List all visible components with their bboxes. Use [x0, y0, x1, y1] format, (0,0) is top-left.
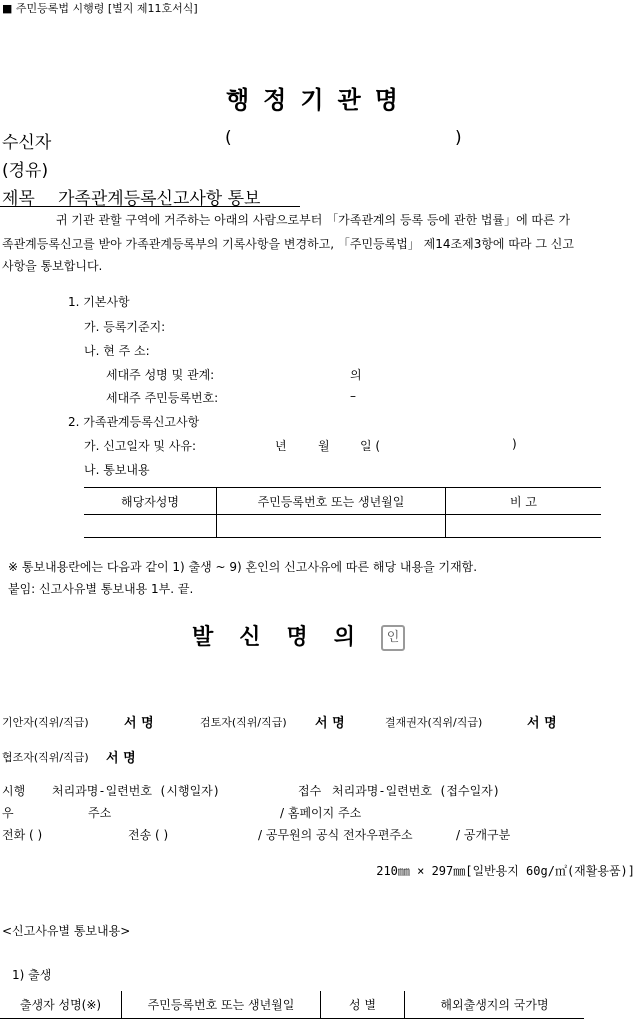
sender-title [192, 620, 405, 651]
agency-title: 행정기관명 [226, 85, 412, 114]
recipient-paren-close: ) [455, 128, 462, 148]
body-line-1: 귀 기관 관할 구역에 거주하는 아래의 사람으로부터 「가족관계의 등록 등에 관한 법률」에 따른 가 [56, 213, 571, 227]
birth-title: 1) 출생 [12, 968, 52, 982]
householder-id-separator: – [350, 389, 356, 403]
attachment-text: 붙임: 신고사유별 통보내용 1부. 끝. [8, 582, 194, 596]
homepage-label: / 홈페이지 주소 [280, 806, 362, 820]
note-text: ※ 통보내용란에는 다음과 같이 1) 출생 ~ 9) 혼인의 신고사유에 따른 해당 내용을 기재함. [8, 560, 478, 574]
recipient-paren-open: ( [225, 128, 232, 148]
exec-number: 처리과명-일련번호 (시행일자) [52, 784, 221, 798]
approver-sign: 서 명 [527, 716, 557, 731]
day-label: 일 ( [360, 439, 381, 453]
seal-icon: 인 [381, 625, 405, 651]
section1-title: 1. 기본사항 [68, 295, 130, 309]
email-label: / 공무원의 공식 전자우편주소 [258, 828, 413, 842]
year-label: 년 [275, 439, 287, 453]
birth-header-name: 출생자 성명(※) [19, 997, 102, 1012]
notice-cell-id[interactable] [217, 515, 446, 538]
birth-header-country: 해외출생지의 국가명 [405, 991, 585, 1018]
recipient-label: 수신자 [2, 133, 52, 153]
address-label: 나. 현 주 소: [84, 344, 150, 358]
form-header: ■ 주민등록법 시행령 [별지 제11호서식] [2, 2, 198, 15]
date-reason-label: 가. 신고일자 및 사유: [84, 439, 197, 453]
registry-label: 가. 등록기준지: [84, 320, 166, 334]
body-line-2: 족관계등록신고를 받아 가족관계등록부의 기록사항을 변경하고, 「주민등록법」 제14조제3항에 따라 그 신고 [2, 237, 574, 251]
reviewer-label: 검토자(직위/직급) [200, 716, 287, 729]
birth-header-sex: 성 별 [321, 991, 405, 1018]
appendix-title: <신고사유별 통보내용> [2, 924, 131, 938]
fax-label: 전송 ( ) [128, 828, 169, 842]
address-footer-label: 주소 [88, 806, 112, 820]
subject-underline [0, 206, 300, 207]
receipt-label: 접수 [298, 784, 322, 798]
disclosure-label: / 공개구분 [456, 828, 511, 842]
via-label: (경유) [2, 161, 49, 181]
notice-cell-name[interactable] [84, 515, 217, 538]
householder-id-label: 세대주 주민등록번호: [106, 391, 219, 405]
section2-title: 2. 가족관계등록신고사항 [68, 415, 200, 429]
reason-close: ) [512, 437, 517, 451]
notice-header-id: 주민등록번호 또는 생년월일 [217, 488, 446, 515]
phone-label: 전화 ( ) [2, 828, 43, 842]
subject-label: 제목 [2, 189, 35, 209]
householder-name-suffix: 의 [350, 368, 362, 382]
notice-header-name: 해당자성명 [121, 494, 179, 509]
reviewer-sign: 서 명 [315, 716, 345, 731]
notice-cell-remarks[interactable] [446, 515, 602, 538]
cooperator-label: 협조자(직위/직급) [2, 751, 89, 764]
body-line-3: 사항을 통보합니다. [2, 259, 103, 273]
receipt-number: 처리과명-일련번호 (접수일자) [332, 784, 501, 798]
birth-header-id: 주민등록번호 또는 생년월일 [122, 991, 321, 1018]
notice-table [84, 487, 601, 538]
exec-label: 시행 [2, 784, 26, 798]
drafter-label: 기안자(직위/직급) [2, 716, 89, 729]
paper-spec: 210㎜ × 297㎜[일반용지 60g/㎡(재활용품)] [376, 864, 635, 878]
approver-label: 결재권자(직위/직급) [385, 716, 483, 729]
notice-label: 나. 통보내용 [84, 463, 150, 477]
householder-name-label: 세대주 성명 및 관계: [106, 368, 215, 382]
month-label: 월 [318, 439, 330, 453]
notice-header-remarks: 비 고 [446, 488, 602, 515]
zip-label: 우 [2, 806, 14, 820]
birth-table [0, 991, 584, 1019]
drafter-sign: 서 명 [124, 716, 154, 731]
cooperator-sign: 서 명 [106, 751, 136, 766]
sender-name: 발신명의 [192, 624, 382, 650]
subject-text: 가족관계등록신고사항 통보 [58, 189, 261, 209]
